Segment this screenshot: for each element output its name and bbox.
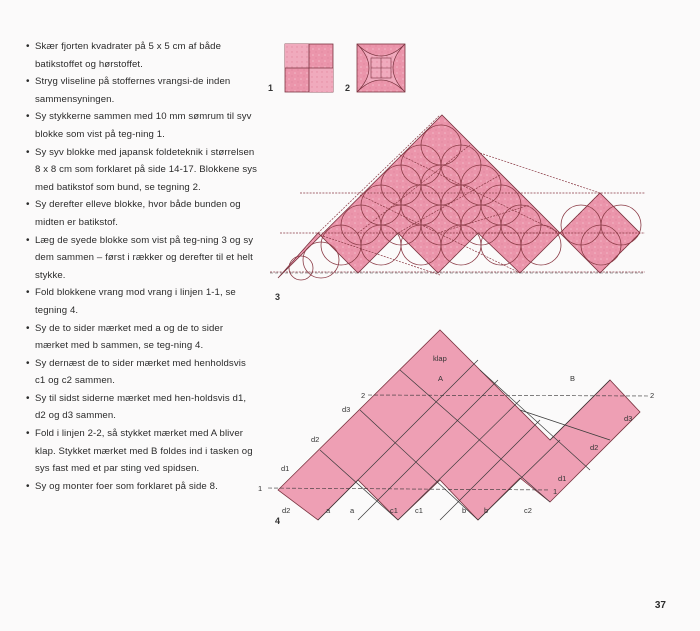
figure-1-label: 1 (268, 83, 274, 93)
instruction-item: • Fold blokkene vrang mod vrang i linjen 1-1, se tegning 4. (26, 284, 258, 319)
instruction-item: • Sy derefter elleve blokke, hvor både bunden og midten er batikstof. (26, 196, 258, 231)
instruction-item: • Læg de syede blokke som vist på teg-ning 3 og sy dem sammen – først i rækker og derefter til et helt stykke. (26, 232, 258, 285)
label-2-left: 2 (361, 391, 366, 400)
label-bottom-c1b: c1 (415, 506, 423, 515)
figure-3-label: 3 (275, 292, 281, 302)
label-bottom-a1: a (326, 506, 331, 515)
figure-2-label: 2 (345, 83, 351, 93)
page-number: 37 (654, 600, 666, 611)
instruction-item: • Sy stykkerne sammen med 10 mm sømrum til syv blokke som vist på teg-ning 1. (26, 108, 258, 143)
instruction-item: • Sy og monter foer som forklaret på side 8. (26, 478, 258, 496)
instruction-item: • Sy dernæst de to sider mærket med henholdsvis c1 og c2 sammen. (26, 355, 258, 390)
figure-4-label: 4 (275, 516, 281, 526)
label-d2-right: d2 (590, 443, 599, 452)
figure-4-panel (268, 330, 648, 520)
label-bottom-a2: a (350, 506, 355, 515)
instruction-item: • Sy til sidst siderne mærket med hen-holdsvis d1, d2 og d3 sammen. (26, 390, 258, 425)
label-d1-right: d1 (558, 474, 567, 483)
label-1-left: 1 (258, 484, 263, 493)
label-d3-right: d3 (624, 414, 633, 423)
figure-3-panel (270, 115, 645, 280)
label-A: A (438, 374, 444, 383)
label-bottom-b2: b (484, 506, 489, 515)
figure-2-block (357, 44, 405, 92)
label-d2-left: d2 (311, 435, 320, 444)
instruction-item: • Fold i linjen 2-2, så stykket mærket med A bliver klap. Stykket mærket med B foldes ind i tasken og sys fast med et par sting ved spidsen. (26, 425, 258, 478)
label-d3-left: d3 (342, 405, 351, 414)
label-bottom-c1a: c1 (390, 506, 398, 515)
instruction-item: • Skær fjorten kvadrater på 5 x 5 cm af både batikstoffet og hørstoffet. (26, 38, 258, 73)
label-B: B (570, 374, 576, 383)
label-bottom-b1: b (462, 506, 467, 515)
label-bottom-d2: d2 (282, 506, 291, 515)
label-d1-left: d1 (281, 464, 290, 473)
label-1-right: 1 (553, 487, 558, 496)
label-klap: klap (433, 354, 447, 363)
instruction-item: • Sy de to sider mærket med a og de to sider mærket med b sammen, se teg-ning 4. (26, 320, 258, 355)
instruction-item: • Sy syv blokke med japansk foldeteknik i størrelsen 8 x 8 cm som forklaret på side 14-17. Blokkene sys med batikstof som bund, se tegning 2. (26, 144, 258, 197)
figure-1-block (285, 44, 333, 92)
label-2-right: 2 (650, 391, 655, 400)
instruction-item: • Stryg vliselinе på stoffernes vrangsi-de inden sammensyningen. (26, 73, 258, 108)
label-bottom-c2: c2 (524, 506, 532, 515)
